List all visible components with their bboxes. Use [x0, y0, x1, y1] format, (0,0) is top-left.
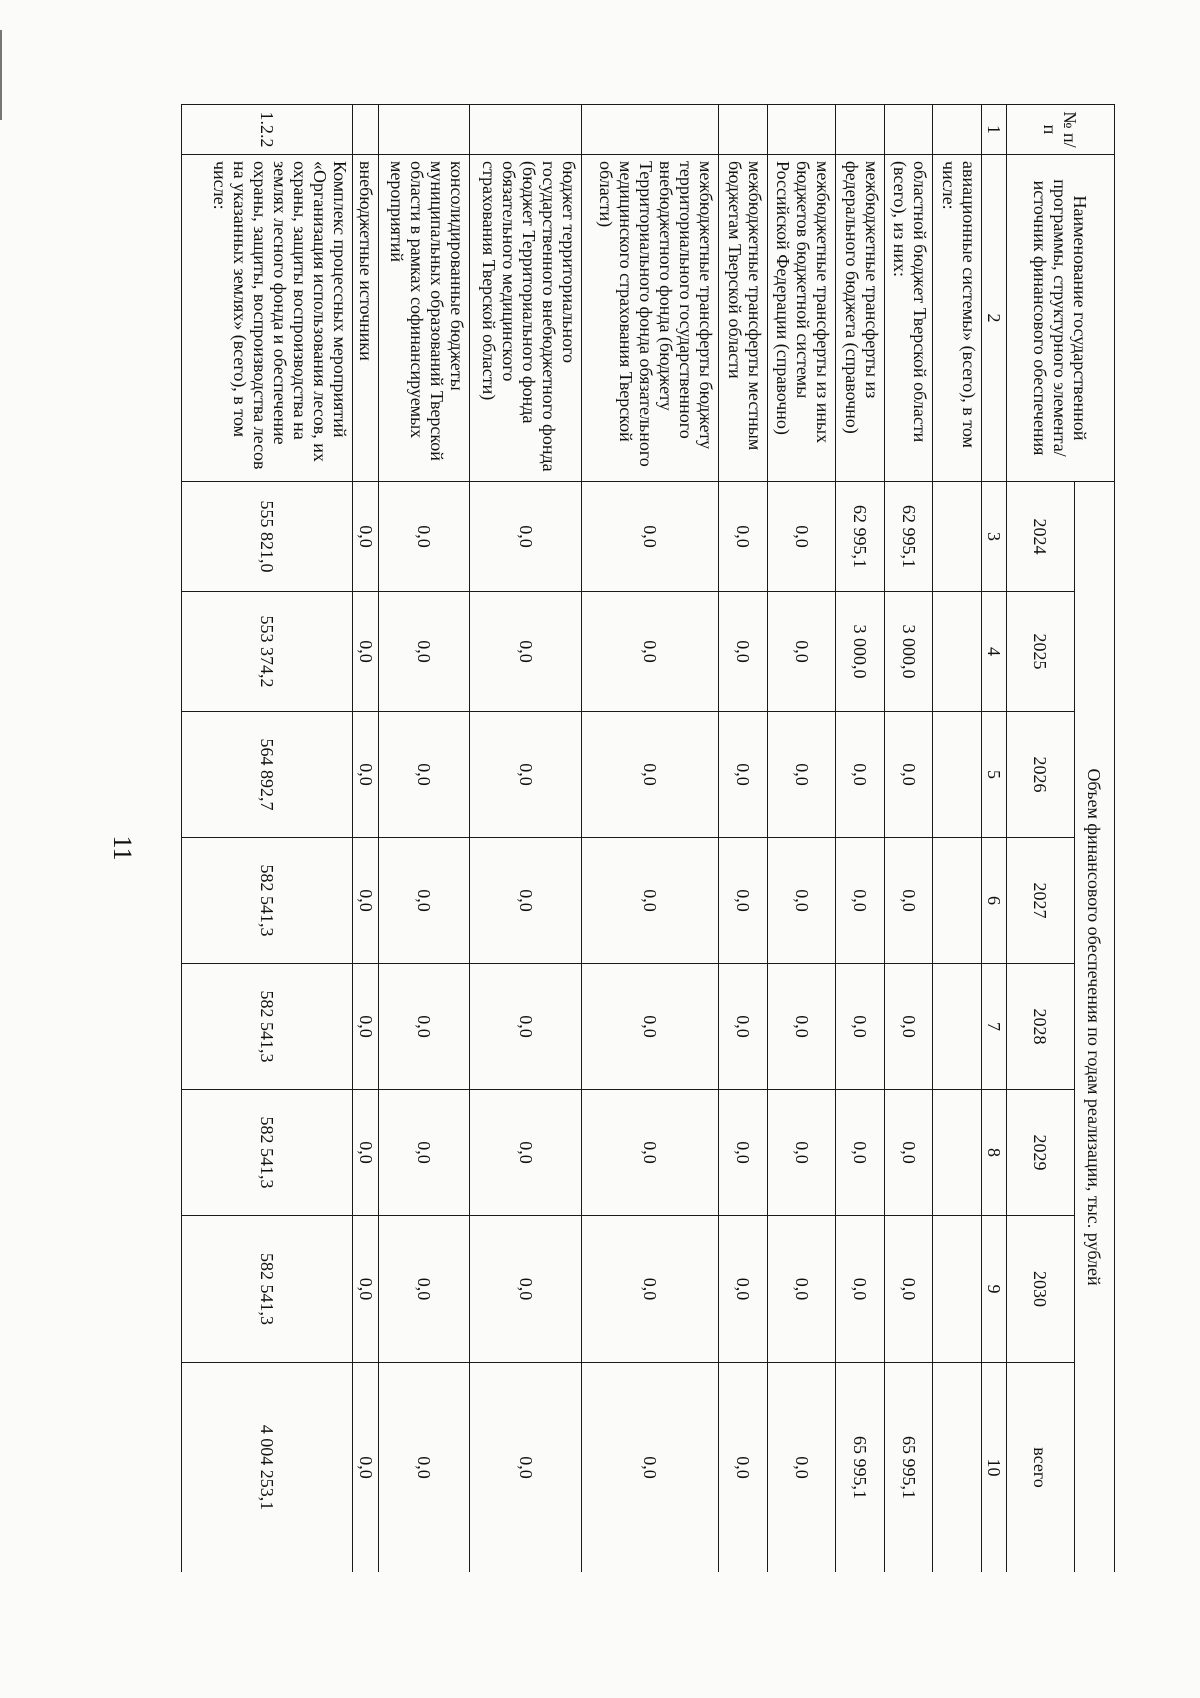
header-name: Наименование государственной программы, структурного элемента/источник финансового обеспечения: [1007, 155, 1115, 482]
row-year-value: 0,0: [353, 592, 379, 712]
row-number: [836, 105, 885, 155]
row-name: межбюджетные трансферты местным бюджетам Тверской области: [719, 155, 768, 482]
header-year-2030: 2030: [1007, 1216, 1075, 1363]
row-year-value: 553 374,2: [182, 592, 353, 712]
header-year-2027: 2027: [1007, 838, 1075, 964]
row-year-value: 0,0: [379, 1216, 470, 1363]
row-year-value: [933, 1090, 982, 1216]
column-number: 10: [982, 1363, 1007, 1573]
header-year-2024: 2024: [1007, 482, 1075, 592]
row-year-value: 0,0: [353, 838, 379, 964]
row-year-value: 0,0: [379, 964, 470, 1090]
row-year-value: 0,0: [719, 592, 768, 712]
column-number: 3: [982, 482, 1007, 592]
row-total-value: 0,0: [767, 1363, 836, 1573]
row-year-value: 0,0: [582, 964, 719, 1090]
row-year-value: 555 821,0: [182, 482, 353, 592]
row-year-value: 0,0: [719, 838, 768, 964]
row-total-value: 0,0: [582, 1363, 719, 1573]
row-year-value: 3 000,0: [836, 592, 885, 712]
row-number: [353, 105, 379, 155]
row-year-value: 0,0: [582, 838, 719, 964]
column-number: 7: [982, 964, 1007, 1090]
row-number: [767, 105, 836, 155]
row-year-value: 0,0: [836, 1216, 885, 1363]
row-year-value: 0,0: [884, 964, 933, 1090]
header-funding-group: Объем финансового обеспечения по годам реализации, тыс. рублей: [1075, 482, 1115, 1573]
row-year-value: 0,0: [767, 1090, 836, 1216]
table-body: [182, 105, 982, 1573]
page-number: 11: [108, 835, 137, 861]
row-year-value: 0,0: [719, 482, 768, 592]
row-year-value: 582 541,3: [182, 1216, 353, 1363]
row-year-value: 0,0: [836, 838, 885, 964]
row-year-value: 0,0: [767, 1216, 836, 1363]
column-number: 6: [982, 838, 1007, 964]
row-year-value: 0,0: [719, 964, 768, 1090]
scan-edge-mark: [0, 30, 2, 120]
table-row: [379, 105, 470, 1573]
header-year-2029: 2029: [1007, 1090, 1075, 1216]
column-number: 9: [982, 1216, 1007, 1363]
column-number: 4: [982, 592, 1007, 712]
row-number: [582, 105, 719, 155]
row-total-value: 0,0: [353, 1363, 379, 1573]
table-row: [182, 105, 353, 1573]
row-year-value: 0,0: [379, 592, 470, 712]
row-year-value: 0,0: [767, 964, 836, 1090]
row-total-value: 0,0: [719, 1363, 768, 1573]
row-year-value: 0,0: [884, 712, 933, 838]
row-total-value: 65 995,1: [884, 1363, 933, 1573]
row-name: бюджет территориального государственного внебюджетного фонда (бюджет Территориального фонда обязательного медицинского страхования Тверской области): [470, 155, 582, 482]
row-year-value: 0,0: [719, 712, 768, 838]
table-row: [582, 105, 719, 1573]
row-year-value: [933, 592, 982, 712]
row-year-value: 582 541,3: [182, 1090, 353, 1216]
column-number: 2: [982, 155, 1007, 482]
row-year-value: 0,0: [767, 482, 836, 592]
row-year-value: 0,0: [767, 712, 836, 838]
row-year-value: 0,0: [470, 592, 582, 712]
column-number: 5: [982, 712, 1007, 838]
row-year-value: 0,0: [470, 712, 582, 838]
header-year-2026: 2026: [1007, 712, 1075, 838]
row-year-value: 0,0: [884, 1090, 933, 1216]
row-total-value: 0,0: [379, 1363, 470, 1573]
row-name: авиационные системы» (всего), в том числе:: [933, 155, 982, 482]
row-name: межбюджетные трансферты бюджету территориального государственного внебюджетного фонда (бюджету Территориального фонда обязательного медицинского страхования Тверской области): [582, 155, 719, 482]
row-number: 1.2.2: [182, 105, 353, 155]
row-year-value: 0,0: [836, 712, 885, 838]
row-name: межбюджетные трансферты из федерального бюджета (справочно): [836, 155, 885, 482]
row-year-value: [933, 1216, 982, 1363]
row-name: внебюджетные источники: [353, 155, 379, 482]
row-year-value: 564 892,7: [182, 712, 353, 838]
row-year-value: 0,0: [470, 838, 582, 964]
row-year-value: 0,0: [470, 482, 582, 592]
row-year-value: 0,0: [470, 1216, 582, 1363]
row-total-value: 65 995,1: [836, 1363, 885, 1573]
row-year-value: 582 541,3: [182, 838, 353, 964]
row-year-value: 0,0: [353, 1216, 379, 1363]
row-number: [379, 105, 470, 155]
row-year-value: [933, 964, 982, 1090]
row-year-value: 0,0: [884, 1216, 933, 1363]
row-year-value: 62 995,1: [836, 482, 885, 592]
row-name: Комплекс процессных мероприятий «Организация использования лесов, их охраны, защиты воспроизводства на землях лесного фонда и обеспечение охраны, защиты, воспроизводства лесов на указанных землях» (всего), в том числе:: [182, 155, 353, 482]
row-total-value: 0,0: [470, 1363, 582, 1573]
row-year-value: 0,0: [353, 964, 379, 1090]
header-number: № п/п: [1007, 105, 1115, 155]
row-year-value: 0,0: [582, 712, 719, 838]
row-name: консолидированные бюджеты муниципальных образований Тверской области в рамках софинансируемых мероприятий: [379, 155, 470, 482]
table-row: [836, 105, 885, 1573]
row-year-value: [933, 482, 982, 592]
row-year-value: 0,0: [470, 1090, 582, 1216]
row-year-value: 0,0: [836, 1090, 885, 1216]
row-year-value: 0,0: [719, 1216, 768, 1363]
row-year-value: 0,0: [582, 1216, 719, 1363]
row-year-value: 62 995,1: [884, 482, 933, 592]
row-year-value: 0,0: [379, 838, 470, 964]
row-year-value: 0,0: [884, 838, 933, 964]
row-name: областной бюджет Тверской области (всего), из них:: [884, 155, 933, 482]
row-year-value: 0,0: [582, 592, 719, 712]
row-year-value: 0,0: [582, 482, 719, 592]
row-year-value: [933, 838, 982, 964]
row-year-value: [933, 712, 982, 838]
row-year-value: 0,0: [353, 482, 379, 592]
table-row: [884, 105, 933, 1573]
row-number: [933, 105, 982, 155]
table-row: [767, 105, 836, 1573]
row-year-value: 3 000,0: [884, 592, 933, 712]
column-number: 8: [982, 1090, 1007, 1216]
row-number: [719, 105, 768, 155]
row-year-value: 0,0: [719, 1090, 768, 1216]
table-row: [719, 105, 768, 1573]
header-year-2028: 2028: [1007, 964, 1075, 1090]
financing-table: [181, 104, 1115, 1572]
row-number: [470, 105, 582, 155]
row-number: [884, 105, 933, 155]
table-row: [933, 105, 982, 1573]
header-total: всего: [1007, 1363, 1075, 1573]
row-year-value: 0,0: [379, 712, 470, 838]
table-row: [470, 105, 582, 1573]
row-total-value: [933, 1363, 982, 1573]
row-year-value: 0,0: [353, 712, 379, 838]
row-year-value: 0,0: [836, 964, 885, 1090]
row-year-value: 582 541,3: [182, 964, 353, 1090]
row-year-value: 0,0: [582, 1090, 719, 1216]
row-year-value: 0,0: [379, 482, 470, 592]
header-year-2025: 2025: [1007, 592, 1075, 712]
column-number: 1: [982, 105, 1007, 155]
row-year-value: 0,0: [767, 592, 836, 712]
table-row: [353, 105, 379, 1573]
row-total-value: 4 004 253,1: [182, 1363, 353, 1573]
row-year-value: 0,0: [353, 1090, 379, 1216]
row-year-value: 0,0: [379, 1090, 470, 1216]
row-year-value: 0,0: [470, 964, 582, 1090]
row-name: межбюджетные трансферты из иных бюджетов бюджетной системы Российской Федерации (справочно): [767, 155, 836, 482]
row-year-value: 0,0: [767, 838, 836, 964]
financing-table-frame: [181, 104, 1115, 1572]
